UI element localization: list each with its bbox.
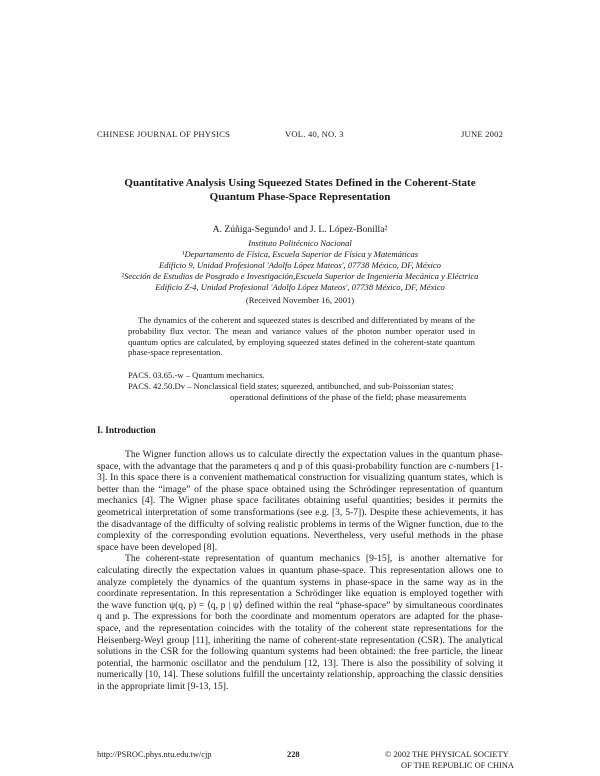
volume-info: VOL. 40, NO. 3: [285, 129, 344, 139]
page-number: 228: [287, 750, 300, 759]
affiliation-1-address: Edificio 9, Unidad Profesional 'Adolfo López Mateos', 07738 México, DF, México: [159, 260, 441, 270]
authors: A. Zúñiga-Segundo¹ and J. L. López-Bonilla²: [212, 224, 388, 235]
copyright-line-1: © 2002 THE PHYSICAL SOCIETY: [385, 750, 509, 759]
pacs-line-3: operational definitions of the phase of the field; phase measurements: [230, 392, 467, 402]
copyright-line-2: OF THE REPUBLIC OF CHINA: [401, 761, 514, 770]
journal-name: CHINESE JOURNAL OF PHYSICS: [97, 129, 231, 139]
affiliation-2-dept: ²Sección de Estudios de Posgrado e Investigación,Escuela Superior de Ingeniería Mecánica y Eléctrica: [121, 271, 479, 281]
paper-title-line-2: Quantum Phase-Space Representation: [209, 191, 391, 203]
abstract: The dynamics of the coherent and squeezed states is described and differentiated by means of the probability flux vector. The mean and variance values of the photon number operator used in quantum optics are calculated, by employing squeezed states defined in the coherent-state quantum phase-space representation.: [128, 315, 475, 358]
pacs-line-2: PACS. 42.50.Dv – Nonclassical field states; squeezed, antibunched, and sub-Poissonian states;: [128, 381, 454, 391]
pacs-line-1: PACS. 03.65.-w – Quantum mechanics.: [128, 370, 265, 380]
paragraph-1: The Wigner function allows us to calculate directly the expectation values in the quantum phase-space, with the advantage that the parameters q and p of this quasi-probability function are c-numbers [1-3]. In this space there is a convenient mathematical construction for visualizing quantum states, which is better than the “image” of the phase space obtained using the Schrödinger representation of quantum mechanics [4]. The Wigner phase space facilitates obtaining useful quantities; besides it permits the geometrical interpretation of some transformations (see e.g. [3, 5-7]). Despite these achievements, it has the disadvantage of the difficulty of solving realistic problems in terms of the Wigner function, due to the complexity of the corresponding evolution equations. Nevertheless, very useful methods in the phase space have been developed [8].: [97, 449, 503, 553]
affiliation-2-address: Edificio Z-4, Unidad Profesional 'Adolfo López Mateos', 07738 México, DF, México: [155, 282, 445, 292]
paper-title-line-1: Quantitative Analysis Using Squeezed States Defined in the Coherent-State: [124, 177, 476, 189]
received-date: (Received November 16, 2001): [245, 295, 355, 305]
affiliation-1-dept: ¹Departamento de Física, Escuela Superior de Física y Matemáticas: [181, 249, 419, 259]
issue-date: JUNE 2002: [461, 129, 504, 139]
affiliation-institute: Instituto Politécnico Nacional: [248, 238, 352, 248]
body-text: [97, 449, 503, 692]
paragraph-2: The coherent-state representation of quantum mechanics [9-15], is another alternative for calculating directly the expectation values in quantum phase-space. This representation allows one to analyze completely the dynamics of the quantum systems in phase-space in the same way as in the coordinate representation. In this representation a Schrödinger like equation is employed together with the wave function ψ(q, p) = ⟨q, p | ψ⟩ defined within the real “phase-space” by simultaneous coordinates q and p. The expressions for both the coordinate and momentum operators are adapted for the phase-space, and the representation coincides with the totality of the coherent state representations for the Heisenberg-Weyl group [11], inheriting the name of coherent-state representation (CSR). The analytical solutions in the CSR for the following quantum systems had been obtained: the free particle, the linear potential, the harmonic oscillator and the pendulum [12, 13]. There is also the possibility of solving it numerically [10, 14]. These solutions fulfill the uncertainty relationship, approaching the classic densities in the appropriate limit [9-13, 15].: [97, 553, 503, 692]
section-heading: I. Introduction: [97, 426, 156, 436]
journal-url: http://PSROC.phys.ntu.edu.tw/cjp: [97, 750, 212, 759]
